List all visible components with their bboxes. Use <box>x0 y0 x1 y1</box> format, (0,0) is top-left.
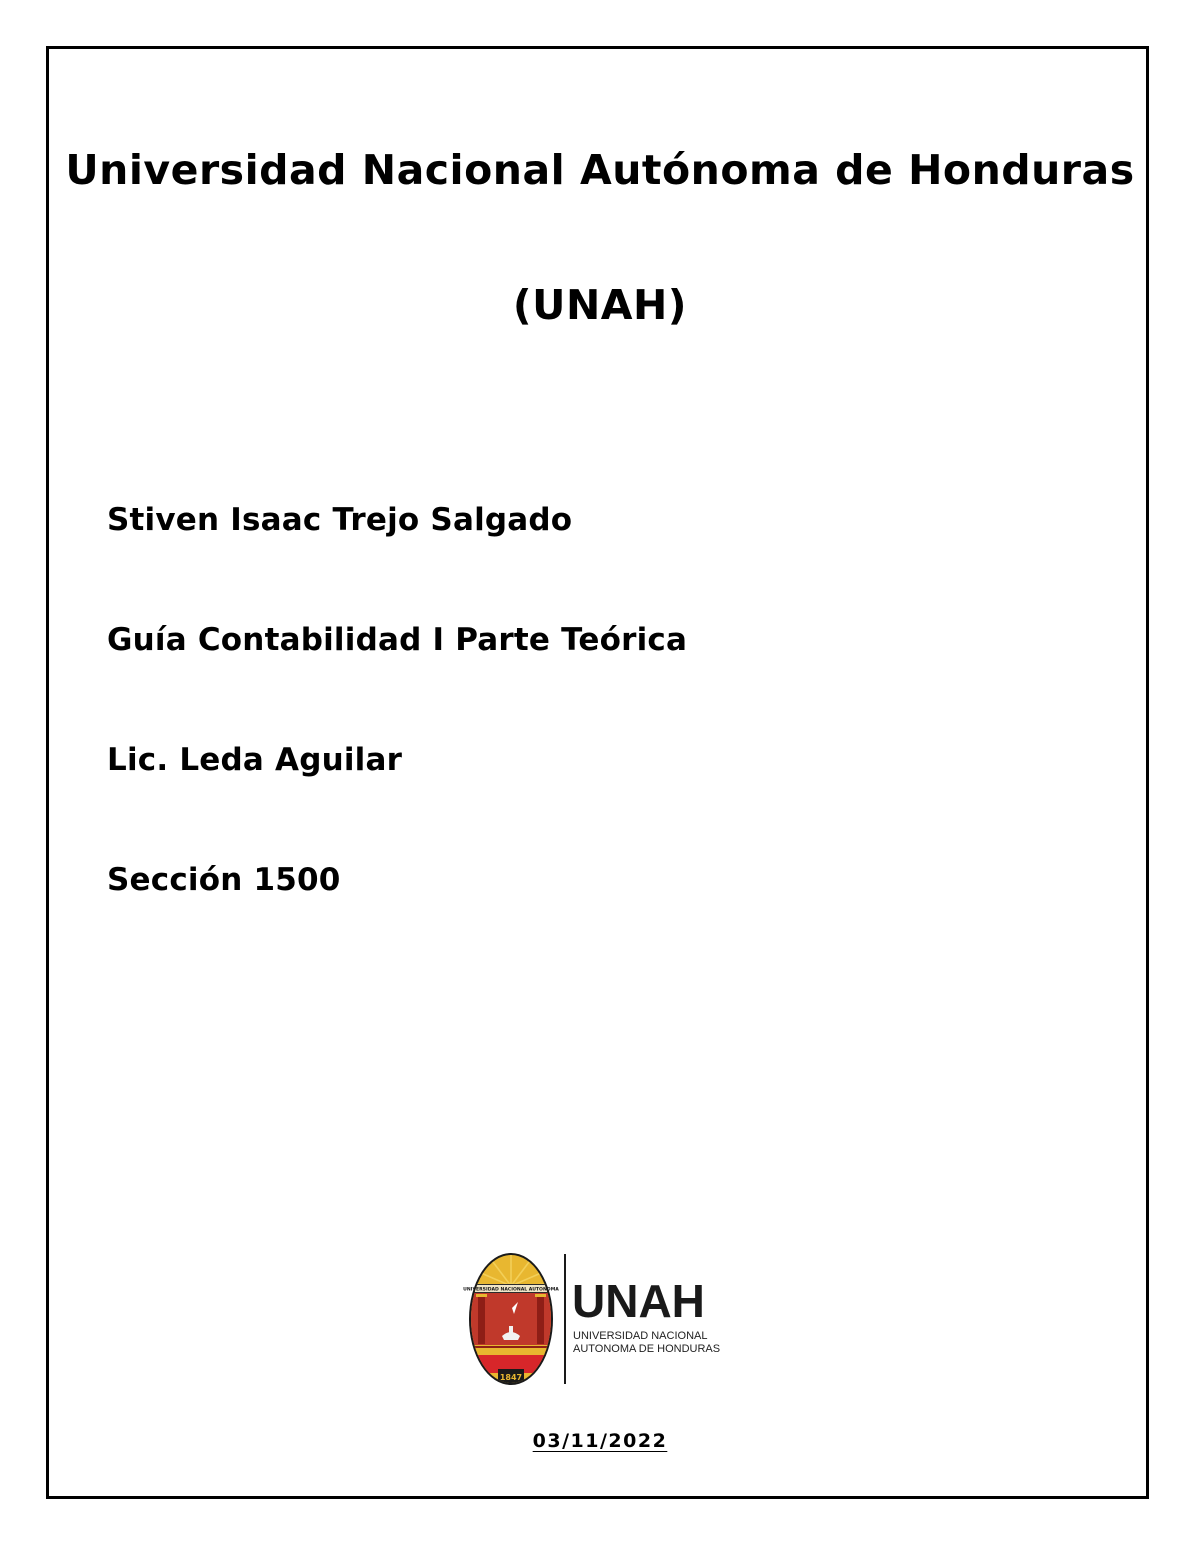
logo-subtitle-line-1: UNIVERSIDAD NACIONAL <box>573 1330 708 1342</box>
assignment-title: Guía Contabilidad I Parte Teórica <box>107 622 688 658</box>
university-acronym: (UNAH) <box>512 281 688 329</box>
logo-wordmark: UNAH <box>572 1275 705 1327</box>
unah-logo <box>463 1252 738 1388</box>
instructor-name: Lic. Leda Aguilar <box>107 742 403 778</box>
logo-subtitle-line-2: AUTONOMA DE HONDURAS <box>573 1343 721 1355</box>
section-number: Sección 1500 <box>107 862 341 898</box>
university-seal-icon <box>463 1252 559 1386</box>
seal-year: 1847 <box>499 1373 523 1382</box>
logo-divider <box>564 1254 566 1384</box>
seal-banner-text: UNIVERSIDAD NACIONAL AUTONOMA <box>463 1287 559 1293</box>
student-name: Stiven Isaac Trejo Salgado <box>107 502 573 538</box>
university-name: Universidad Nacional Autónoma de Honduras <box>65 146 1135 194</box>
submission-date: 03/11/2022 <box>532 1430 668 1452</box>
